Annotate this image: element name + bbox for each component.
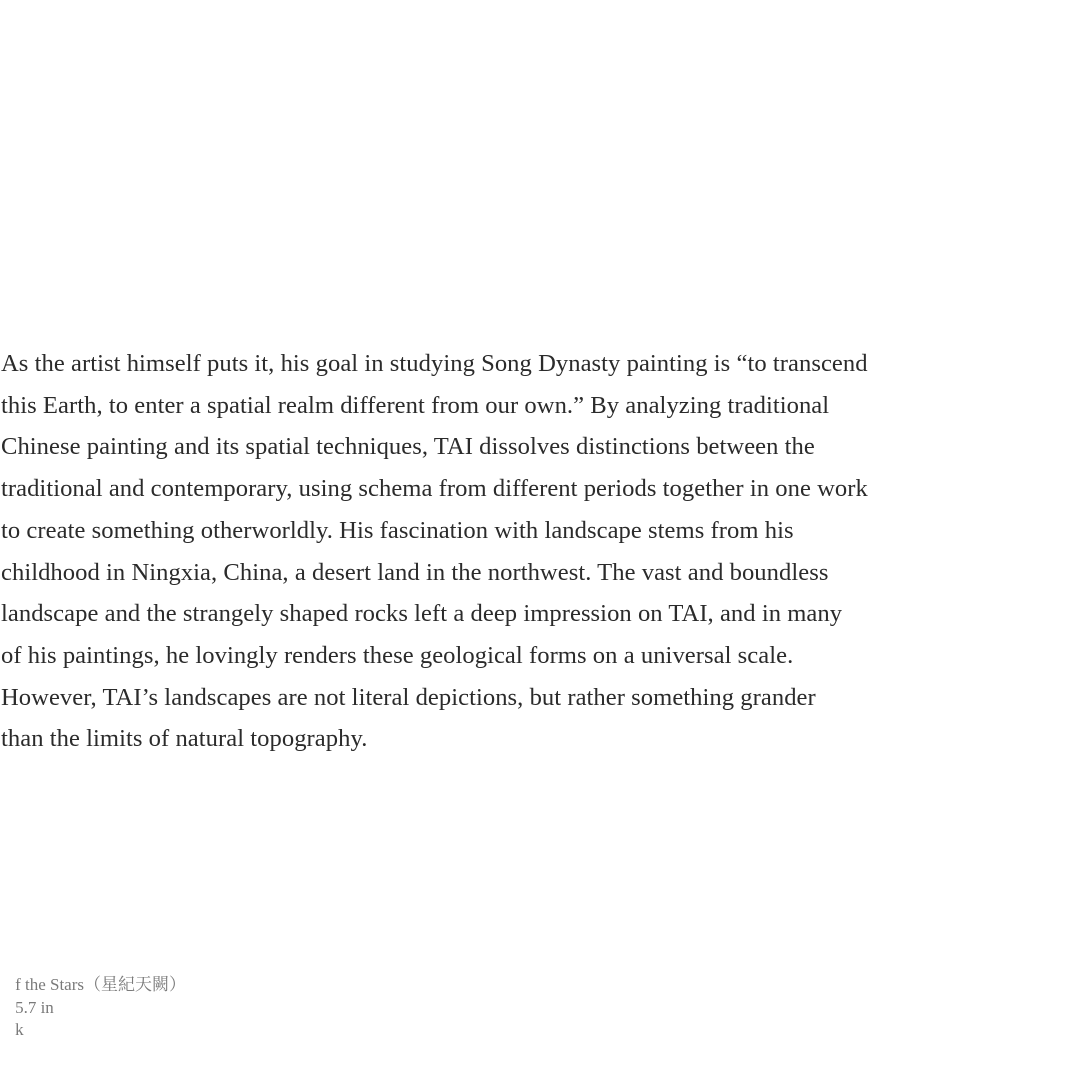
paragraph-line: As the artist himself puts it, his goal in studying Song Dynasty painting is “to transcend [1,350,868,377]
caption-title: f the Stars（星紀天闕） [15,975,186,994]
paragraph-line: childhood in Ningxia, China, a desert land in the northwest. The vast and boundless [1,558,829,586]
artwork-caption [15,974,186,1042]
caption-dimensions: 5.7 in [15,997,54,1017]
paragraph-line: than the limits of natural topography. [1,725,368,753]
paragraph-line: to create something otherworldly. His fascination with landscape stems from his [1,516,794,544]
paragraph-line: However, TAI’s landscapes are not literal depictions, but rather something grander [1,683,816,711]
paragraph-line: of his paintings, he lovingly renders these geological forms on a universal scale. [1,641,794,669]
paragraph-line: this Earth, to enter a spatial realm different from our own.” By analyzing traditional [1,391,830,419]
article-paragraph [1,343,1001,760]
paragraph-line: traditional and contemporary, using schema from different periods together in one work [1,475,868,503]
paragraph-line: landscape and the strangely shaped rocks left a deep impression on TAI, and in many [1,600,843,628]
paragraph-line: Chinese painting and its spatial techniques, TAI dissolves distinctions between the [1,433,815,461]
caption-medium: k [15,1020,24,1039]
